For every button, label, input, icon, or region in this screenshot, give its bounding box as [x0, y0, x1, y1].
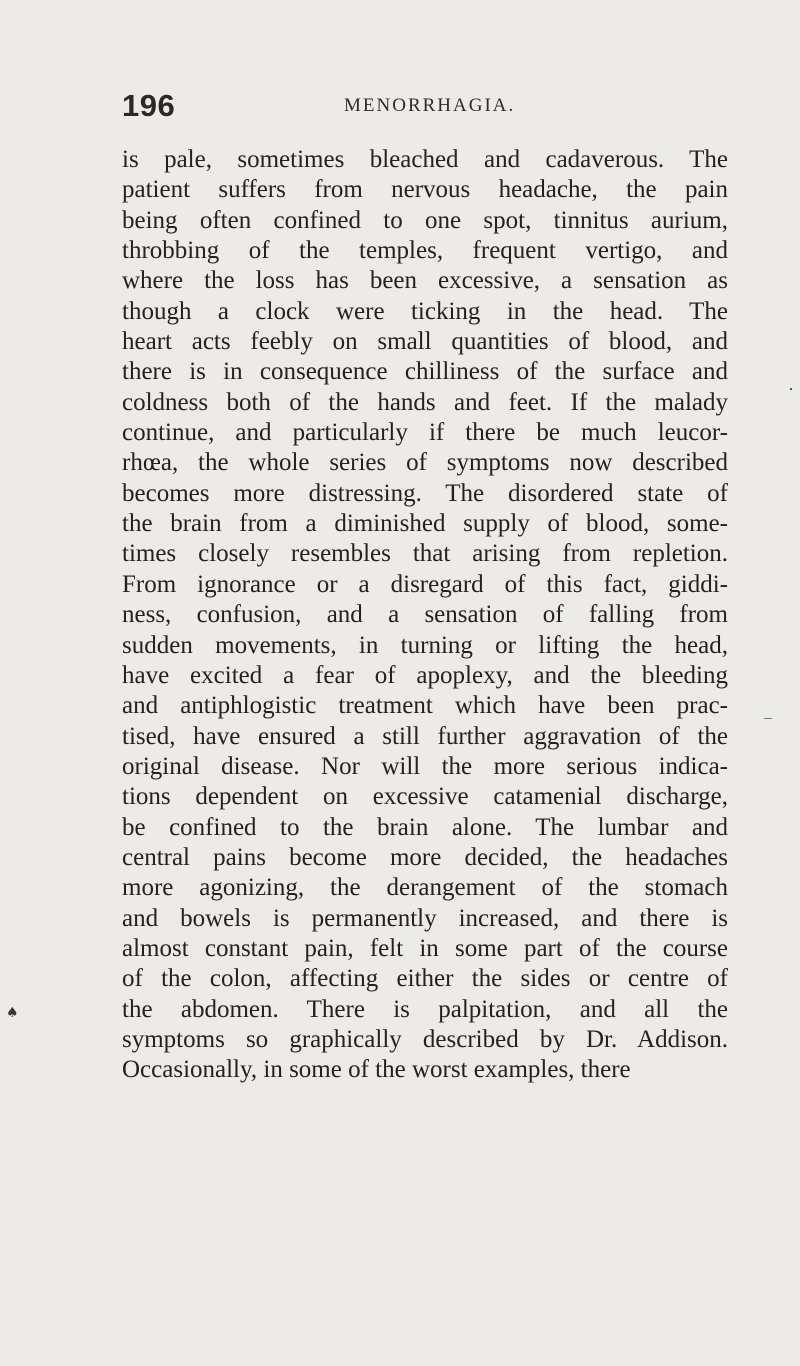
text-line: be confined to the brain alone. The lumbar and	[122, 813, 728, 841]
text-line: heart acts feebly on small quantities of blood, and	[122, 328, 728, 356]
text-line: Occasionally, in some of the worst examples, there	[122, 1056, 631, 1084]
text-line: ness, confusion, and a sensation of falling from	[122, 601, 728, 629]
scan-speck	[790, 388, 792, 390]
scan-speck	[764, 718, 772, 719]
text-line: almost constant pain, felt in some part of the course	[122, 934, 728, 962]
text-line: more agonizing, the derangement of the stomach	[122, 874, 728, 902]
margin-mark: ♠	[6, 1005, 19, 1021]
text-line: throbbing of the temples, frequent vertigo, and	[122, 237, 728, 265]
text-line: though a clock were ticking in the head. The	[122, 297, 728, 325]
text-line: From ignorance or a disregard of this fact, giddi-	[122, 570, 728, 598]
text-line: symptoms so graphically described by Dr. Addison.	[122, 1025, 728, 1053]
text-line: patient suffers from nervous headache, the pain	[122, 176, 728, 204]
page-number: 196	[122, 88, 176, 123]
text-line: of the colon, affecting either the sides or centre of	[122, 965, 728, 993]
text-line: there is in consequence chilliness of the surface and	[122, 358, 728, 386]
text-line: central pains become more decided, the headaches	[122, 843, 728, 871]
text-line: times closely resembles that arising from repletion.	[122, 540, 728, 568]
body-text	[122, 145, 728, 1086]
text-line: tions dependent on excessive catamenial discharge,	[122, 783, 728, 811]
text-line: have excited a fear of apoplexy, and the bleeding	[122, 661, 728, 689]
text-line: becomes more distressing. The disordered state of	[122, 479, 728, 507]
page-header	[122, 88, 762, 128]
text-line: being often confined to one spot, tinnitus aurium,	[122, 206, 728, 234]
text-line: continue, and particularly if there be much leucor-	[122, 419, 728, 447]
text-line: where the loss has been excessive, a sensation as	[122, 267, 728, 295]
text-line: and bowels is permanently increased, and there is	[122, 904, 728, 932]
text-line: is pale, sometimes bleached and cadaverous. The	[122, 146, 728, 173]
running-title: MENORRHAGIA.	[344, 95, 516, 116]
text-line: and antiphlogistic treatment which have been prac-	[122, 692, 728, 720]
text-line: coldness both of the hands and feet. If the malady	[122, 388, 728, 416]
text-line: rhœa, the whole series of symptoms now described	[122, 449, 728, 477]
text-line: tised, have ensured a still further aggravation of the	[122, 722, 728, 750]
text-line: sudden movements, in turning or lifting the head,	[122, 631, 728, 659]
text-line: the abdomen. There is palpitation, and all the	[122, 995, 728, 1023]
text-line: the brain from a diminished supply of blood, some-	[122, 510, 728, 538]
text-line: original disease. Nor will the more serious indica-	[122, 752, 728, 780]
